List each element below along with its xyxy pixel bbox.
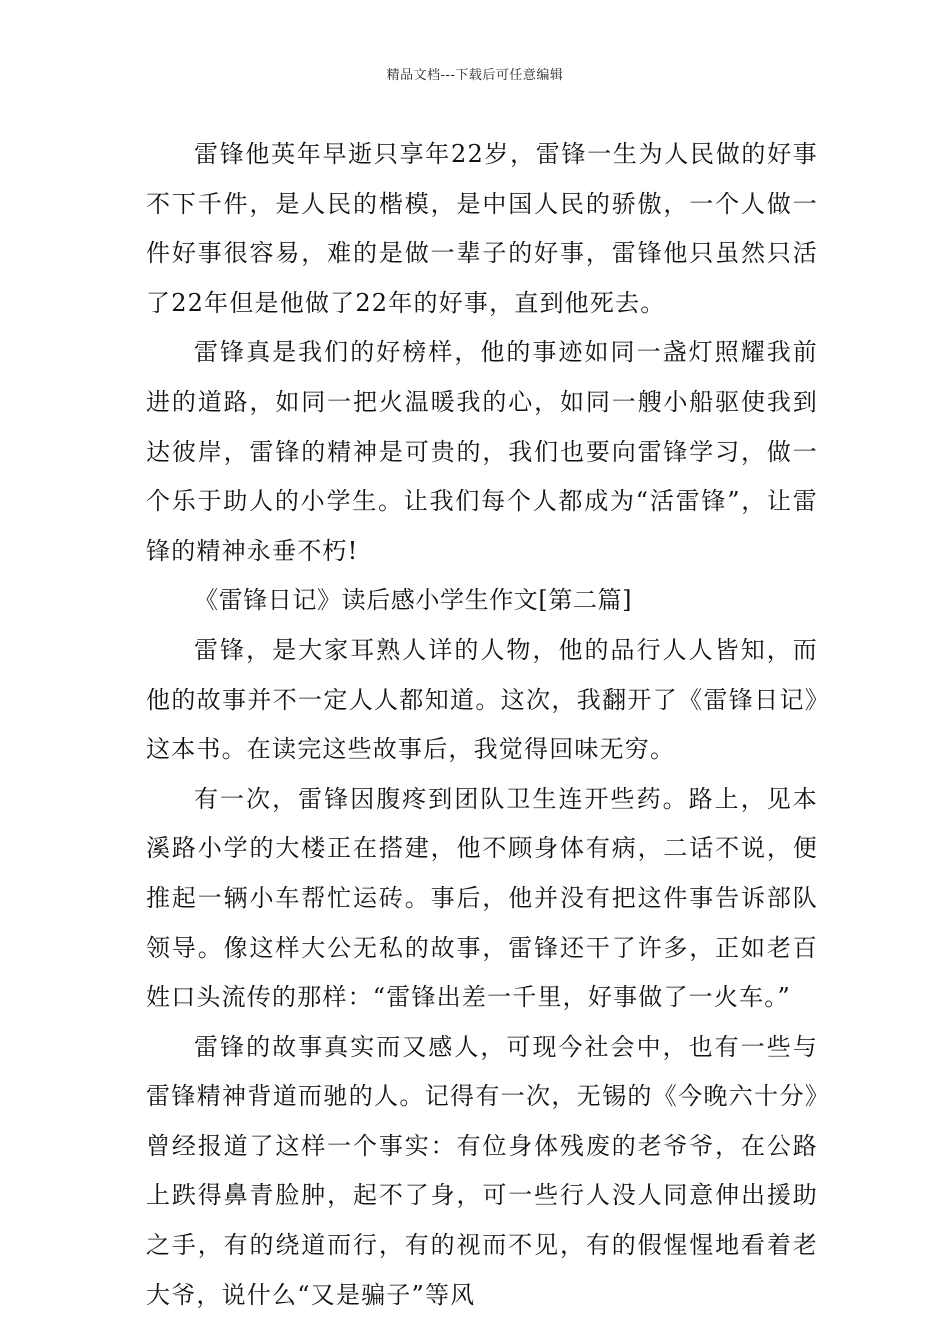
section-title: 《雷锋日记》读后感小学生作文[第二篇]	[194, 586, 633, 615]
paragraph-4: 有一次，雷锋因腹疼到团队卫生连开些药。路上，见本溪路小学的大楼正在搭建，他不顾身体有病，二话不说，便推起一辆小车帮忙运砖。事后，他并没有把这件事告诉部队领导。像这样大公无私的故事，雷锋还干了许多，正如老百姓口头流传的那样：“雷锋出差一千里，好事做了一火车。”	[146, 784, 818, 1012]
page-header: 精品文档---下载后可任意编辑	[386, 68, 564, 83]
paragraph-5: 雷锋的故事真实而又感人，可现今社会中，也有一些与雷锋精神背道而驰的人。记得有一次，无锡的《今晚六十分》曾经报道了这样一个事实：有位身体残废的老爷爷，在公路上跌得鼻青脸肿，起不了身，可一些行人没人同意伸出援助之手，有的绕道而行，有的视而不见，有的假惺惺地看着老大爷，说什么“又是骗子”等风	[146, 1032, 818, 1309]
paragraph-1: 雷锋他英年早逝只享年22岁，雷锋一生为人民做的好事不下千件，是人民的楷模，是中国人民的骄傲，一个人做一件好事很容易，难的是做一辈子的好事，雷锋他只虽然只活了22年但是他做了22年的好事，直到他死去。	[146, 140, 818, 317]
document-body	[146, 130, 818, 1320]
paragraph-3: 雷锋，是大家耳熟人详的人物，他的品行人人皆知，而他的故事并不一定人人都知道。这次，我翻开了《雷锋日记》这本书。在读完这些故事后，我觉得回味无穷。	[146, 635, 818, 764]
paragraph-2: 雷锋真是我们的好榜样，他的事迹如同一盏灯照耀我前进的道路，如同一把火温暖我的心，如同一艘小船驱使我到达彼岸，雷锋的精神是可贵的，我们也要向雷锋学习，做一个乐于助人的小学生。让我们每个人都成为“活雷锋”，让雷锋的精神永垂不朽!	[146, 338, 818, 565]
